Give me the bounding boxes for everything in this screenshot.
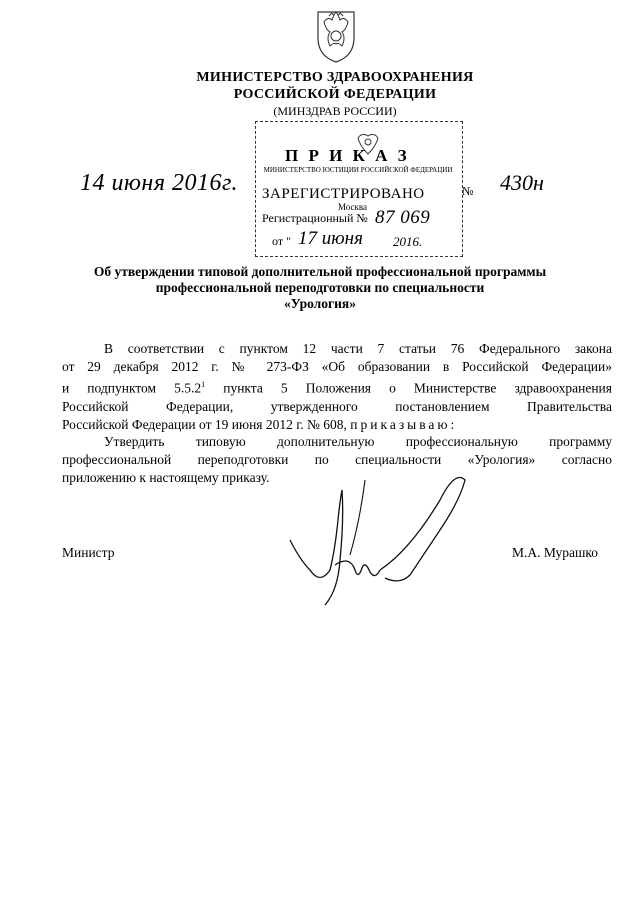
order-subject xyxy=(60,264,580,312)
stamp-date: 17 июня xyxy=(298,228,363,249)
handwritten-signature-icon xyxy=(280,460,480,610)
stamp-city: Москва xyxy=(338,202,367,212)
stamp-date-prefix: от " xyxy=(272,234,291,248)
subject-line1: Об утверждении типовой дополнительной профессиональной программы xyxy=(93,264,547,279)
stamp-date-year: 2016. xyxy=(393,234,423,249)
ministry-name-line2: РОССИЙСКОЙ ФЕДЕРАЦИИ xyxy=(233,87,437,102)
order-number: 430н xyxy=(500,170,544,195)
paragraph-preamble xyxy=(62,340,612,434)
decision-line3: приложению к настоящему приказу. xyxy=(62,470,270,485)
stamp-registration-label: Регистрационный № xyxy=(262,211,368,225)
decision-line1: Утвердить типовую дополнительную профессиональную программу xyxy=(104,434,612,449)
preamble-line3: и подпунктом 5.5.2$^1$ пункта 5 Положения о Министерстве здравоохранения xyxy=(62,380,612,396)
preamble-line4: Российской Федерации, утвержденного постановлением Правительства xyxy=(62,398,612,414)
preamble-line5: Российской Федерации от 19 июня 2012 г. № 608, приказываю: xyxy=(62,416,458,432)
ministry-short-name: (МИНЗДРАВ РОССИИ) xyxy=(273,104,397,118)
russian-coat-of-arms-icon xyxy=(314,8,358,64)
order-number-sign: № xyxy=(462,184,474,198)
subject-line2: профессиональной переподготовки по специальности xyxy=(155,280,485,295)
ministry-name-line1: МИНИСТЕРСТВО ЗДРАВООХРАНЕНИЯ xyxy=(196,70,474,85)
order-title: П Р И К А З xyxy=(285,146,410,165)
order-date: 14 июня 2016г. xyxy=(80,170,239,196)
preamble-line1: В соответствии с пунктом 12 части 7 статьи 76 Федерального закона xyxy=(104,341,612,356)
preamble-line2: от 29 декабря 2012 г. № 273-ФЗ «Об образовании в Российской Федерации» xyxy=(62,359,612,374)
signatory-name: М.А. Мурашко xyxy=(512,545,599,560)
stamp-ministry: МИНИСТЕРСТВО ЮСТИЦИИ РОССИЙСКОЙ ФЕДЕРАЦИИ xyxy=(263,166,453,174)
stamp-registered: ЗАРЕГИСТРИРОВАНО xyxy=(262,186,425,202)
subject-line3: «Урология» xyxy=(284,296,356,311)
stamp-registration-number: 87 069 xyxy=(375,207,431,228)
signatory-title: Министр xyxy=(62,545,115,560)
decision-line2: профессиональной переподготовки по специальности «Урология» согласно xyxy=(62,452,612,467)
